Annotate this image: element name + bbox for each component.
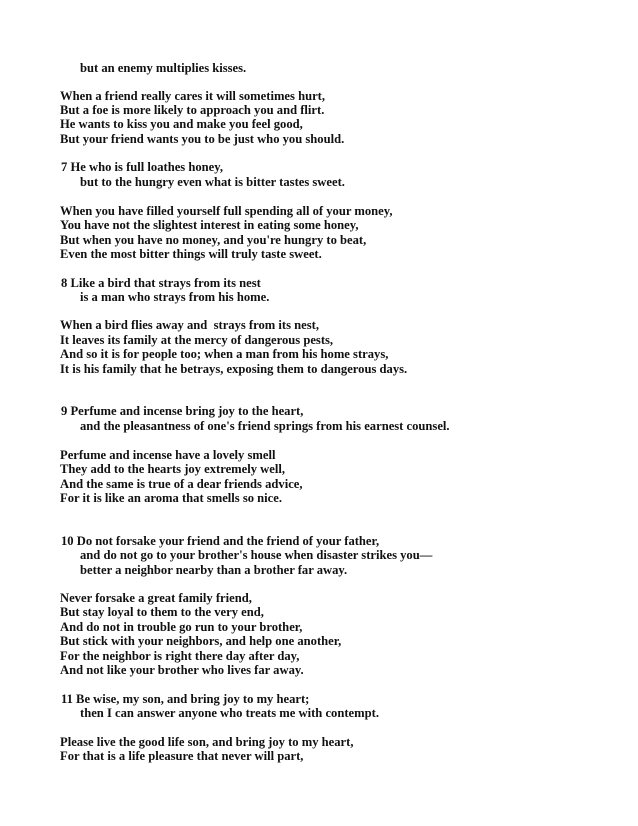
- verse-continuation-line: and the pleasantness of one's friend springs from his earnest counsel.: [80, 419, 450, 433]
- poem-line: When you have filled yourself full spending all of your money,: [60, 204, 393, 218]
- poem-line: When a bird flies away and strays from its nest,: [60, 318, 319, 332]
- poem-line: But when you have no money, and you're hungry to beat,: [60, 233, 367, 247]
- verse-continuation-line: then I can answer anyone who treats me with contempt.: [80, 706, 379, 720]
- verse-line: 9 Perfume and incense bring joy to the heart,: [61, 404, 304, 418]
- verse-continuation-line: but to the hungry even what is bitter tastes sweet.: [80, 175, 345, 189]
- poem-line: It leaves its family at the mercy of dangerous pests,: [60, 333, 334, 347]
- poem-line: When a friend really cares it will sometimes hurt,: [60, 89, 326, 103]
- poem-line: But stick with your neighbors, and help one another,: [60, 634, 342, 648]
- poem-line: Perfume and incense have a lovely smell: [60, 448, 276, 462]
- poem-line: And not like your brother who lives far away.: [60, 663, 304, 677]
- poem-line: For it is like an aroma that smells so nice.: [60, 491, 283, 505]
- verse-continuation-line: is a man who strays from his home.: [80, 290, 270, 304]
- verse-continuation-line: and do not go to your brother's house when disaster strikes you—: [80, 548, 433, 562]
- poem-line: Even the most bitter things will truly taste sweet.: [60, 247, 322, 261]
- poem-line: For the neighbor is right there day after day,: [60, 649, 300, 663]
- poem-line: Never forsake a great family friend,: [60, 591, 252, 605]
- verse-line: 8 Like a bird that strays from its nest: [61, 276, 261, 290]
- poem-line: They add to the hearts joy extremely well,: [60, 462, 286, 476]
- poem-line: And the same is true of a dear friends advice,: [60, 477, 303, 491]
- poem-line: But a foe is more likely to approach you and flirt.: [60, 103, 325, 117]
- poem-line: But your friend wants you to be just who you should.: [60, 132, 345, 146]
- verse-line: 7 He who is full loathes honey,: [61, 160, 223, 174]
- poem-line: You have not the slightest interest in eating some honey,: [60, 218, 359, 232]
- poem-line: Please live the good life son, and bring joy to my heart,: [60, 735, 354, 749]
- poem-line: It is his family that he betrays, exposing them to dangerous days.: [60, 362, 408, 376]
- poem-line: And do not in trouble go run to your brother,: [60, 620, 303, 634]
- verse-continuation-line: better a neighbor nearby than a brother far away.: [80, 563, 348, 577]
- verse-continuation-line: but an enemy multiplies kisses.: [80, 61, 247, 75]
- poem-line: For that is a life pleasure that never will part,: [60, 749, 304, 763]
- verse-line: 10 Do not forsake your friend and the friend of your father,: [61, 534, 380, 548]
- verse-line: 11 Be wise, my son, and bring joy to my heart;: [61, 692, 310, 706]
- poem-line: And so it is for people too; when a man from his home strays,: [60, 347, 389, 361]
- poem-line: But stay loyal to them to the very end,: [60, 605, 264, 619]
- poem-line: He wants to kiss you and make you feel good,: [60, 117, 303, 131]
